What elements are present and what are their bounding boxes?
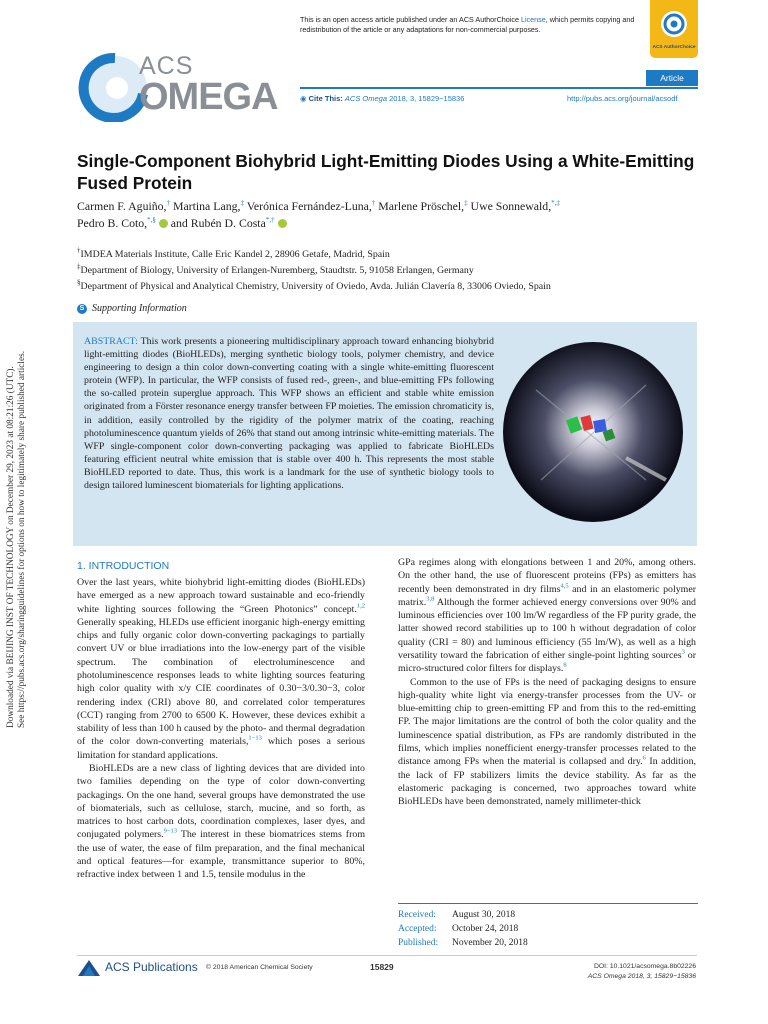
cite-rest: 2018, 3, 15829−15836 bbox=[389, 94, 465, 103]
footer-citation bbox=[540, 962, 696, 982]
paragraph-text: The interest in these biomatrices stems from the use of water, the ease of film preparation, and the final mechanical and optical features—for example, transmittance superior to 80%, refractive index between 1 and 1.5, tensile modulus in the bbox=[77, 829, 366, 881]
published-label: Published: bbox=[398, 938, 439, 948]
orcid-icon[interactable] bbox=[159, 219, 168, 228]
accepted-label: Accepted: bbox=[398, 924, 437, 934]
cite-journal: ACS Omega bbox=[344, 94, 388, 103]
paragraph-text: Over the last years, white biohybrid light-emitting diodes (BioHLEDs) have emerged as a new approach toward sustainable and eco-friendly white lighting sources following the “Green Photonics” concept. bbox=[77, 577, 365, 615]
badge-label: ACS AuthorChoice bbox=[652, 45, 696, 50]
logo-omega: OMEGA bbox=[139, 76, 278, 118]
author-name[interactable]: and Rubén D. Costa bbox=[170, 216, 266, 230]
access-text: This is an open access article published under an ACS AuthorChoice bbox=[300, 15, 519, 24]
paragraph-text: Common to the use of FPs is the need of packaging designs to ensure high-quality white light via energy-transfer processes from the UV- or blue-emitting chip to green-emitting FP and from this to the red-emitting FP. The major limitations are the control of both the color quality and the luminescence spatial distribution, as FPs are randomly distributed in the films, which implies nonefficient energy-transfer processes related to the distance among FPs when the material is collapsed and dry. bbox=[398, 676, 696, 768]
affiliation-text: Department of Physical and Analytical Chemistry, University of Oviedo, Avda. Julián Clavería 8, 33006 Oviedo, Spain bbox=[80, 281, 551, 292]
cite-this[interactable] bbox=[300, 94, 464, 103]
left-column bbox=[77, 576, 365, 881]
supporting-info-icon: S bbox=[77, 304, 87, 314]
logo-acs: ACS bbox=[139, 52, 194, 80]
citation-link[interactable]: 1,2 bbox=[356, 602, 365, 610]
received-label: Received: bbox=[398, 910, 436, 920]
journal-logo bbox=[77, 50, 292, 122]
paragraph bbox=[398, 556, 696, 676]
cite-label: Cite This: bbox=[308, 94, 343, 103]
paragraph-text: Generally speaking, HLEDs use efficient inorganic high-energy emitting chips and fully organic color down-converting packagings to partially convert UV or blue irradiations into the low-energy part of the visible spectrum. The combination of electroluminescence and photoluminescence responses leads to white lighting sources featuring high color quality with x/y CIE coordinates of 0.30−3/0.30−3, color rendering index (CRI) above 80, and correlated color temperatures (CCT) ranging from 2700 to 6500 K. However, these devices exhibit a stability of less than 100 h caused by the photo- and thermal degradation of the color down-converting materials, bbox=[77, 616, 365, 748]
abstract-text: This work presents a pioneering multidisciplinary approach toward enhancing biohybrid light-emitting diodes (BioHLEDs), merging synthetic biology tools, polymer chemistry, and device engineering to design a thin color down-converting coating with a single white-emitting fluorescent protein (WFP). In particular, the WFP consists of fused red-, green-, and blue-emitting FPs following the so-called protein superglue approach. This WFP shows an efficient and stable white emission originated from a Förster resonance energy transfer between FP moieties. The emission chromaticity is, in addition, easily controlled by the rigidity of the polymer matrix of the coating, reaching photoluminescence quantum yields of 26% that stand out among intrinsic white-emitting materials. The WFP single-component color down-converting packaging was applied to fabricate BioHLEDs featuring efficient neutral white emission that is stable over 400 h. This represents the most stable BioHLED reported to date. Thus, this work is a landmark for the use of synthetic biology tools to design tailored luminescent biomaterials for lighting applications. bbox=[84, 336, 494, 492]
section-heading: 1. INTRODUCTION bbox=[77, 560, 170, 572]
supporting-info-label: Supporting Information bbox=[92, 303, 187, 314]
toc-device-image bbox=[496, 330, 690, 538]
cite-icon: ◉ bbox=[300, 94, 307, 103]
paragraph bbox=[77, 762, 365, 882]
citation-link[interactable]: 9−13 bbox=[163, 828, 177, 836]
paragraph bbox=[398, 676, 696, 809]
paragraph-text: and in an elastomeric polymer matrix. bbox=[398, 583, 696, 608]
affiliation: ‡Department of Biology, University of Erlangen-Nuremberg, Staudtstr. 5, 91058 Erlangen, Germany bbox=[77, 262, 474, 276]
article-title: Single-Component Biohybrid Light-Emitting Diodes Using a White-Emitting Fused Protein bbox=[77, 151, 695, 193]
author-name[interactable]: Marlene Pröschel, bbox=[378, 199, 465, 213]
author-list: Carmen F. Aguiño,† Martina Lang,‡ Verónica Fernández-Luna,† Marlene Pröschel,‡ Uwe Sonnewald,*,‡ Pedro B. Coto,*,§ and Rubén D. Costa*,† bbox=[77, 199, 560, 230]
sharing-note: See https://pubs.acs.org/sharingguidelines for options on how to legitimately share published articles. bbox=[17, 350, 27, 728]
accepted-date: October 24, 2018 bbox=[452, 924, 519, 934]
footer-journal-citation: ACS Omega 2018, 3, 15829−15836 bbox=[587, 973, 696, 980]
right-column bbox=[398, 556, 696, 808]
journal-url-link[interactable]: http://pubs.acs.org/journal/acsodf bbox=[567, 94, 678, 103]
paragraph bbox=[77, 576, 365, 762]
page-number: 15829 bbox=[370, 962, 394, 972]
footer-doi[interactable]: DOI: 10.1021/acsomega.8b02226 bbox=[593, 963, 696, 970]
article-type-tab: Article bbox=[646, 70, 698, 86]
article-dates bbox=[398, 908, 528, 950]
acs-publications-icon bbox=[77, 959, 101, 977]
download-note: Downloaded via BEIJING INST OF TECHNOLOGY on December 29, 2023 at 08:21:26 (UTC). bbox=[6, 366, 16, 728]
citation-link[interactable]: 3,8 bbox=[426, 595, 435, 603]
citation-link[interactable]: 6 bbox=[642, 754, 646, 762]
dates-rule bbox=[398, 903, 698, 904]
orcid-icon[interactable] bbox=[278, 219, 287, 228]
copyright: © 2018 American Chemical Society bbox=[206, 964, 313, 971]
affiliation-text: Department of Biology, University of Erlangen-Nuremberg, Staudtstr. 5, 91058 Erlangen, Germany bbox=[80, 265, 474, 276]
citation-link[interactable]: 4,5 bbox=[560, 582, 569, 590]
author-name[interactable]: Carmen F. Aguiño, bbox=[77, 199, 167, 213]
paragraph-text: In addition, the lack of FP stabilizers limits the device stability. As far as the elastomeric packaging is concerned, two approaches toward white BioHLEDs have been demonstrated, namely millimeter-thick bbox=[398, 756, 696, 808]
author-name[interactable]: Verónica Fernández-Luna, bbox=[246, 199, 372, 213]
author-name[interactable]: Uwe Sonnewald, bbox=[470, 199, 552, 213]
toc-graphic bbox=[496, 330, 690, 538]
paragraph-text: BioHLEDs are a new class of lighting devices that are divided into two families depending on the type of color down-converting packagings. On the one hand, several groups have demonstrated the use of biomaterials, such as cellulose, starch, mucine, and so forth, as matrices to host carbon dots, coordination complexes, laser dyes, and conjugated polymers. bbox=[77, 762, 365, 841]
citation-link[interactable]: 3 bbox=[681, 648, 685, 656]
license-link[interactable]: License bbox=[520, 15, 546, 24]
author-name[interactable]: Martina Lang, bbox=[172, 199, 241, 213]
received-date: August 30, 2018 bbox=[452, 910, 516, 920]
author-name[interactable]: Pedro B. Coto, bbox=[77, 216, 148, 230]
paragraph-text: or micro-structured color filters for displays. bbox=[398, 649, 697, 675]
supporting-info-link[interactable] bbox=[77, 303, 187, 314]
citation-link[interactable]: 8 bbox=[563, 661, 567, 669]
publisher-name: ACS Publications bbox=[105, 960, 198, 974]
access-text-post: , which permits copying and redistribution of the article or any adaptations for non-commercial purposes. bbox=[300, 15, 635, 34]
affiliation: †IMDEA Materials Institute, Calle Eric Kandel 2, 28906 Getafe, Madrid, Spain bbox=[77, 246, 390, 260]
affiliation: §Department of Physical and Analytical Chemistry, University of Oviedo, Avda. Julián Clavería 8, 33006 Oviedo, Spain bbox=[77, 278, 551, 292]
footer-rule bbox=[77, 955, 697, 956]
abstract-label: ABSTRACT: bbox=[84, 336, 138, 347]
published-date: November 20, 2018 bbox=[452, 938, 528, 948]
authorchoice-badge[interactable] bbox=[650, 0, 698, 58]
download-sidebar bbox=[0, 0, 30, 1024]
access-notice bbox=[300, 15, 640, 35]
citation-link[interactable]: 1−13 bbox=[248, 735, 262, 743]
affiliation-text: IMDEA Materials Institute, Calle Eric Kandel 2, 28906 Getafe, Madrid, Spain bbox=[80, 249, 390, 260]
paragraph-text: which poses a serious limitation for standard applications. bbox=[77, 736, 365, 761]
paragraph-text: GPa regimes along with elongations between 1 and 20%, among others. On the other hand, the use of fluorescent proteins (FPs) as emitters has recently been demonstrated in dry films bbox=[398, 557, 696, 595]
header-rule bbox=[300, 87, 698, 89]
abstract bbox=[84, 335, 494, 492]
paragraph-text: Although the former achieved energy conversions over 90% and luminous efficiencies over 100 lm/W regardless of the FP purity grade, the latter showed record stabilities up to 100 h without degradation of color quality (CRI = 80) and luminous efficiency (55 lm/W), as well as a high versatility toward the fabrication of either single-point lighting sources bbox=[398, 596, 696, 661]
